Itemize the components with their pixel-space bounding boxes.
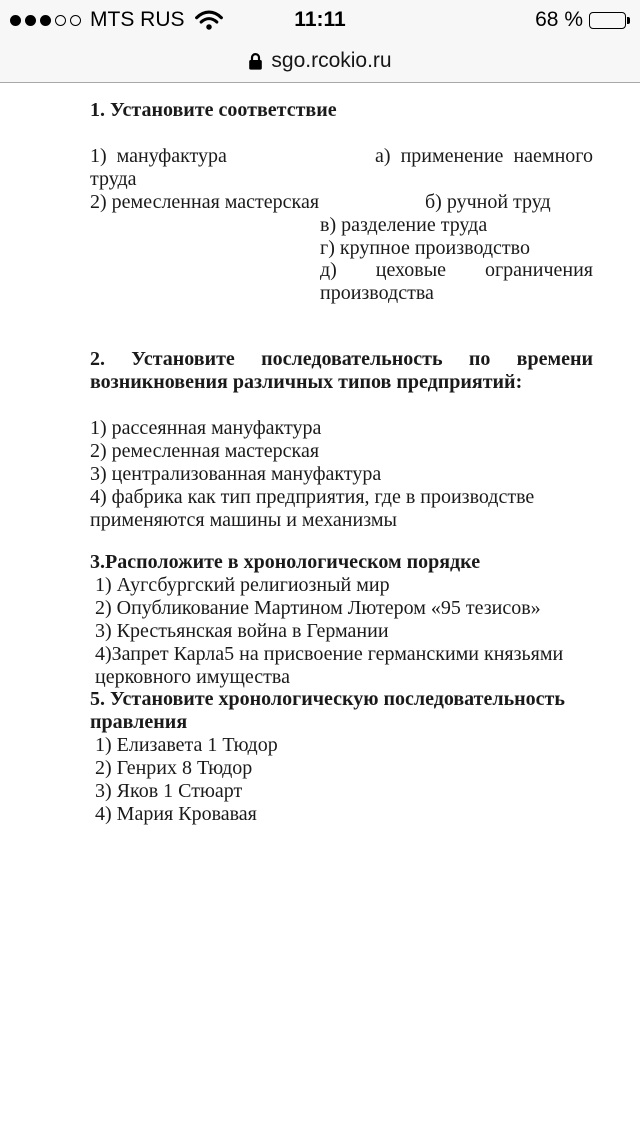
url-domain: sgo.rcokio.ru: [271, 49, 392, 72]
q2-item-3: 3) централизованная мануфактура: [90, 463, 382, 485]
q1-row1-left: 1) мануфактура: [90, 145, 227, 167]
q1-option-g: г) крупное производство: [320, 237, 530, 259]
q3-item-4: 4)Запрет Карла5 на присвоение германскими князьями: [90, 643, 564, 665]
q3-item-3: 3) Крестьянская война в Германии: [90, 620, 389, 642]
clock: 11:11: [294, 8, 346, 31]
question-1-heading: 1. Установите соответствие: [90, 99, 337, 121]
q2-item-1: 1) рассеянная мануфактура: [90, 417, 322, 439]
carrier-label: MTS RUS: [90, 8, 185, 31]
q2-item-2: 2) ремесленная мастерская: [90, 440, 320, 462]
q5-item-1: 1) Елизавета 1 Тюдор: [90, 734, 278, 756]
question-5-heading-line2: правления: [90, 711, 188, 733]
q2-item-4: 4) фабрика как тип предприятия, где в производстве: [90, 486, 535, 508]
question-2-heading-line2: возникновения различных типов предприятий:: [90, 371, 523, 393]
q1-row1-right: а) применение наемного: [375, 145, 593, 167]
battery-percent-label: 68 %: [535, 8, 583, 31]
q1-row3-right: б) ручной труд: [425, 191, 551, 213]
q1-option-d-wrap: производства: [320, 282, 434, 304]
q5-item-3: 3) Яков 1 Стюарт: [90, 780, 243, 802]
q1-row3-left: 2) ремесленная мастерская: [90, 191, 320, 213]
q3-item-1: 1) Аугсбургский религиозный мир: [90, 574, 390, 596]
question-2-heading-line1: 2. Установите последовательность по времени: [90, 348, 593, 370]
question-3-heading: 3.Расположите в хронологическом порядке: [90, 551, 481, 573]
q1-option-v: в) разделение труда: [320, 214, 488, 236]
question-5-heading-line1: 5. Установите хронологическую последовательность: [90, 688, 565, 710]
q5-item-4: 4) Мария Кровавая: [90, 803, 257, 825]
q1-option-d: д) цеховые ограничения: [320, 259, 593, 281]
q1-row2-left: труда: [90, 168, 137, 190]
q3-item-4-wrap: церковного имущества: [90, 666, 290, 688]
q2-item-4-wrap: применяются машины и механизмы: [90, 509, 397, 531]
q5-item-2: 2) Генрих 8 Тюдор: [90, 757, 253, 779]
q3-item-2: 2) Опубликование Мартином Лютером «95 тезисов»: [90, 597, 541, 619]
